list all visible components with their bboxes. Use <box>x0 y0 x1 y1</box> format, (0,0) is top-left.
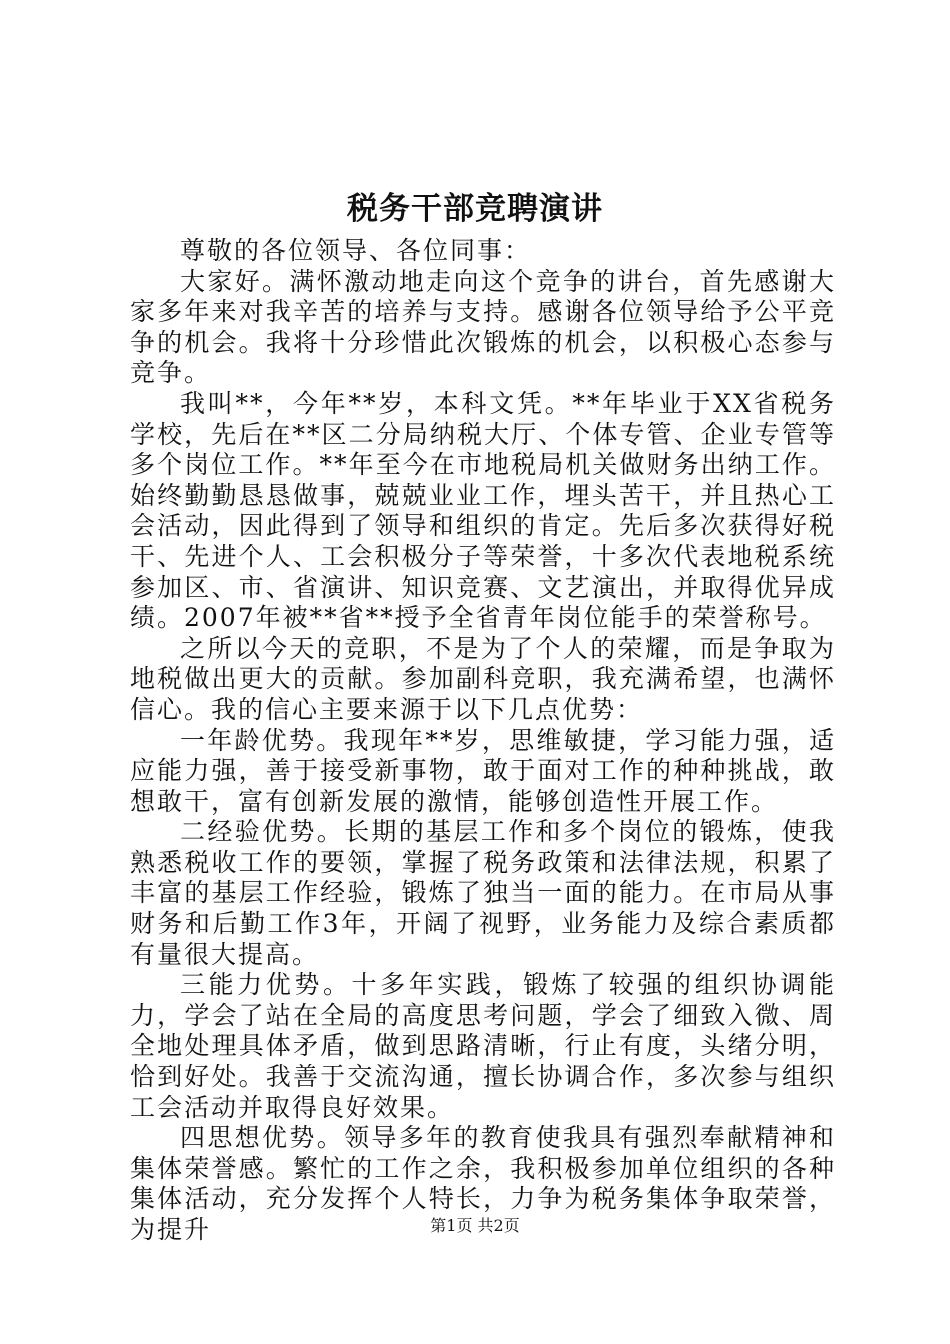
paragraph-experience-advantage: 二经验优势。长期的基层工作和多个岗位的锻炼，使我熟悉税收工作的要领，掌握了税务政策和法律法规，积累了丰富的基层工作经验，锻炼了独当一面的能力。在市局从事财务和后勤工作3年，开阔了视野，业务能力及综合素质都有量很大提高。 <box>130 817 836 969</box>
paragraph-age-advantage: 一年龄优势。我现年**岁，思维敏捷，学习能力强，适应能力强，善于接受新事物，敢于面对工作的种种挑战，敢想敢干，富有创新发展的激情，能够创造性开展工作。 <box>130 725 836 816</box>
paragraph-self-introduction: 我叫**，今年**岁，本科文凭。**年毕业于XX省税务学校，先后在**区二分局纳税大厅、个体专管、企业专管等多个岗位工作。**年至今在市地税局机关做财务出纳工作。始终勤勤恳恳做事，兢兢业业工作，埋头苦干，并且热心工会活动，因此得到了领导和组织的肯定。先后多次获得好税干、先进个人、工会积极分子等荣誉，十多次代表地税系统参加区、市、省演讲、知识竞赛、文艺演出，并取得优异成绩。2007年被**省**授予全省青年岗位能手的荣誉称号。 <box>130 388 836 633</box>
document-body <box>130 236 836 1246</box>
document-title: 税务干部竞聘演讲 <box>347 191 603 227</box>
paragraph-motivation: 之所以今天的竞职，不是为了个人的荣耀，而是争取为地税做出更大的贡献。参加副科竞职，我充满希望，也满怀信心。我的信心主要来源于以下几点优势： <box>130 633 836 724</box>
paragraph-ability-advantage: 三能力优势。十多年实践，锻炼了较强的组织协调能力，学会了站在全局的高度思考问题，学会了细致入微、周全地处理具体矛盾，做到思路清晰，行止有度，头绪分明，恰到好处。我善于交流沟通，擅长协调合作，多次参与组织工会活动并取得良好效果。 <box>130 970 836 1122</box>
paragraph-greeting: 大家好。满怀激动地走向这个竞争的讲台，首先感谢大家多年来对我辛苦的培养与支持。感谢各位领导给予公平竞争的机会。我将十分珍惜此次锻炼的机会，以积极心态参与竞争。 <box>130 266 836 388</box>
page-number-footer: 第1页 共2页 <box>430 1216 520 1235</box>
paragraph-ideology-advantage: 四思想优势。领导多年的教育使我具有强烈奉献精神和集体荣誉感。繁忙的工作之余，我积极参加单位组织的各种集体活动，充分发挥个人特长，力争为税务集体争取荣誉，为提升 <box>130 1123 836 1244</box>
paragraph-salutation: 尊敬的各位领导、各位同事： <box>180 236 532 265</box>
